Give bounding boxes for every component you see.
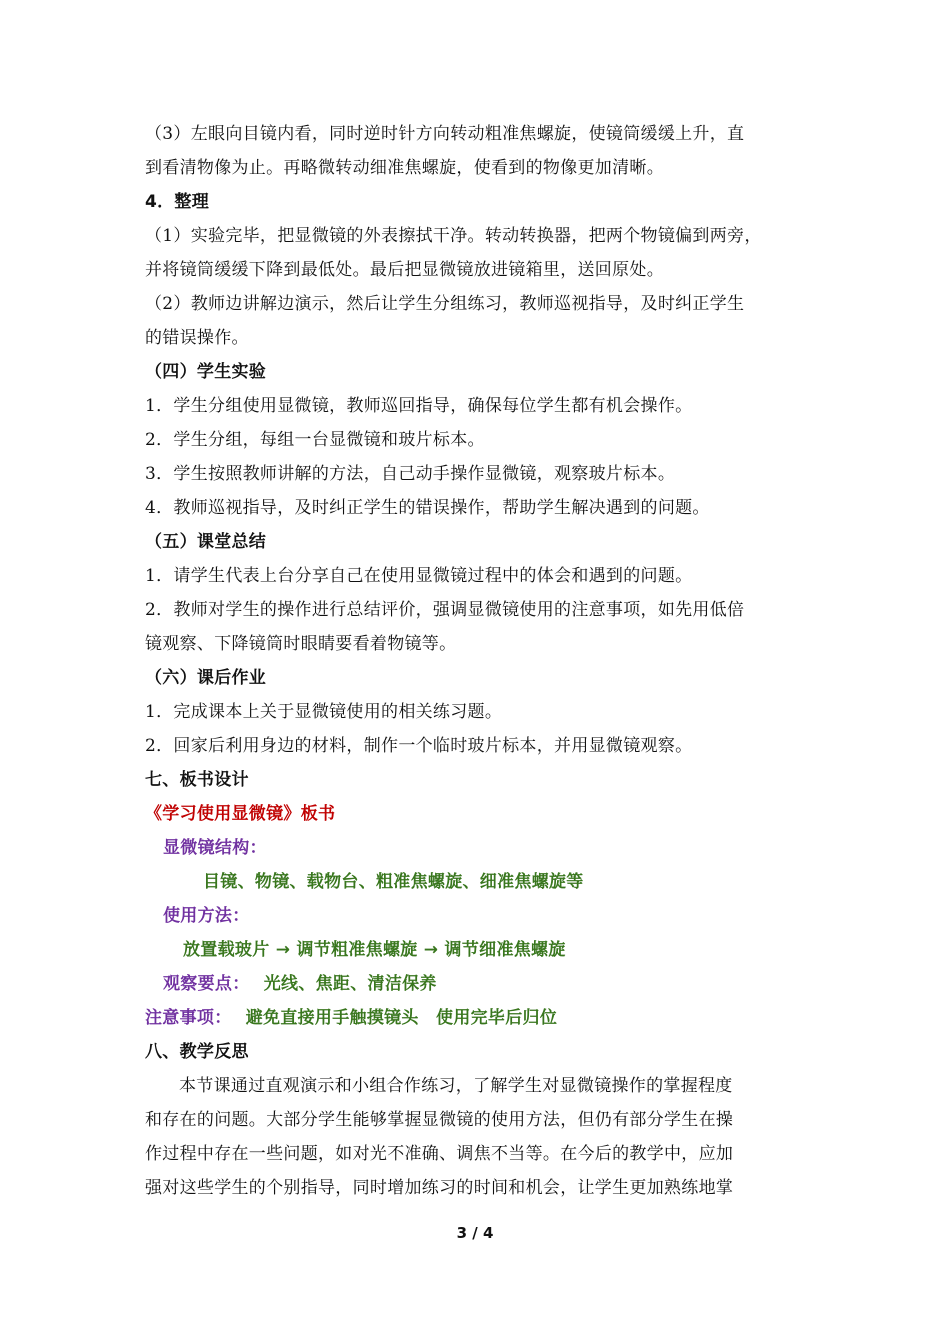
reflection-line: 强对这些学生的个别指导，同时增加练习的时间和机会，让学生更加熟练地掌 bbox=[145, 1178, 734, 1198]
reflection-line: 作过程中存在一些问题，如对光不准确、调焦不当等。在今后的教学中，应加 bbox=[145, 1144, 734, 1164]
paragraph-line: （1）实验完毕，把显微镜的外表擦拭干净。转动转换器，把两个物镜偏到两旁， bbox=[145, 226, 762, 246]
paragraph-line: （2）教师边讲解边演示，然后让学生分组练习，教师巡视指导，及时纠正学生 bbox=[145, 294, 745, 314]
list-item: 4．教师巡视指导，及时纠正学生的错误操作，帮助学生解决遇到的问题。 bbox=[145, 498, 710, 518]
board-observe-row bbox=[163, 972, 833, 996]
board-notes-row bbox=[145, 1006, 815, 1030]
list-item: 2．学生分组，每组一台显微镜和玻片标本。 bbox=[145, 430, 485, 450]
section-heading: （四）学生实验 bbox=[145, 362, 267, 382]
board-title: 《学习使用显微镜》板书 bbox=[145, 804, 336, 824]
section-heading: 4．整理 bbox=[145, 192, 210, 212]
reflection-line: 本节课通过直观演示和小组合作练习，了解学生对显微镜操作的掌握程度 bbox=[179, 1076, 733, 1096]
list-item: 1．完成课本上关于显微镜使用的相关练习题。 bbox=[145, 702, 503, 722]
page-number: 3 / 4 bbox=[456, 1224, 494, 1242]
section-heading: 七、板书设计 bbox=[145, 770, 249, 790]
board-structure-items: 目镜、物镜、载物台、粗准焦螺旋、细准焦螺旋等 bbox=[203, 872, 584, 892]
list-item: 2．回家后利用身边的材料，制作一个临时玻片标本，并用显微镜观察。 bbox=[145, 736, 693, 756]
paragraph-line: 的错误操作。 bbox=[145, 328, 249, 348]
board-observe-label: 观察要点： bbox=[163, 974, 250, 994]
list-item: 1．请学生代表上台分享自己在使用显微镜过程中的体会和遇到的问题。 bbox=[145, 566, 693, 586]
reflection-line: 和存在的问题。大部分学生能够掌握显微镜的使用方法，但仍有部分学生在操 bbox=[145, 1110, 734, 1130]
board-notes-items: 避免直接用手触摸镜头 使用完毕后归位 bbox=[245, 1008, 558, 1028]
board-observe-items: 光线、焦距、清洁保养 bbox=[263, 974, 437, 994]
paragraph-line: （3）左眼向目镜内看，同时逆时针方向转动粗准焦螺旋，使镜筒缓缓上升，直 bbox=[145, 124, 745, 144]
section-heading: （六）课后作业 bbox=[145, 668, 267, 688]
board-structure-label: 显微镜结构： bbox=[163, 838, 267, 858]
paragraph-line: 到看清物像为止。再略微转动细准焦螺旋，使看到的物像更加清晰。 bbox=[145, 158, 664, 178]
list-item: 3．学生按照教师讲解的方法，自己动手操作显微镜，观察玻片标本。 bbox=[145, 464, 676, 484]
section-heading: 八、教学反思 bbox=[145, 1042, 249, 1062]
list-item: 1．学生分组使用显微镜，教师巡回指导，确保每位学生都有机会操作。 bbox=[145, 396, 693, 416]
board-method-label: 使用方法： bbox=[163, 906, 250, 926]
paragraph-line: 并将镜筒缓缓下降到最低处。最后把显微镜放进镜箱里，送回原处。 bbox=[145, 260, 664, 280]
list-item: 2．教师对学生的操作进行总结评价，强调显微镜使用的注意事项，如先用低倍 bbox=[145, 600, 745, 620]
board-method-steps: 放置载玻片 → 调节粗准焦螺旋 → 调节细准焦螺旋 bbox=[183, 940, 566, 960]
paragraph-line: 镜观察、下降镜筒时眼睛要看着物镜等。 bbox=[145, 634, 457, 654]
board-notes-label: 注意事项： bbox=[145, 1008, 232, 1028]
section-heading: （五）课堂总结 bbox=[145, 532, 267, 552]
